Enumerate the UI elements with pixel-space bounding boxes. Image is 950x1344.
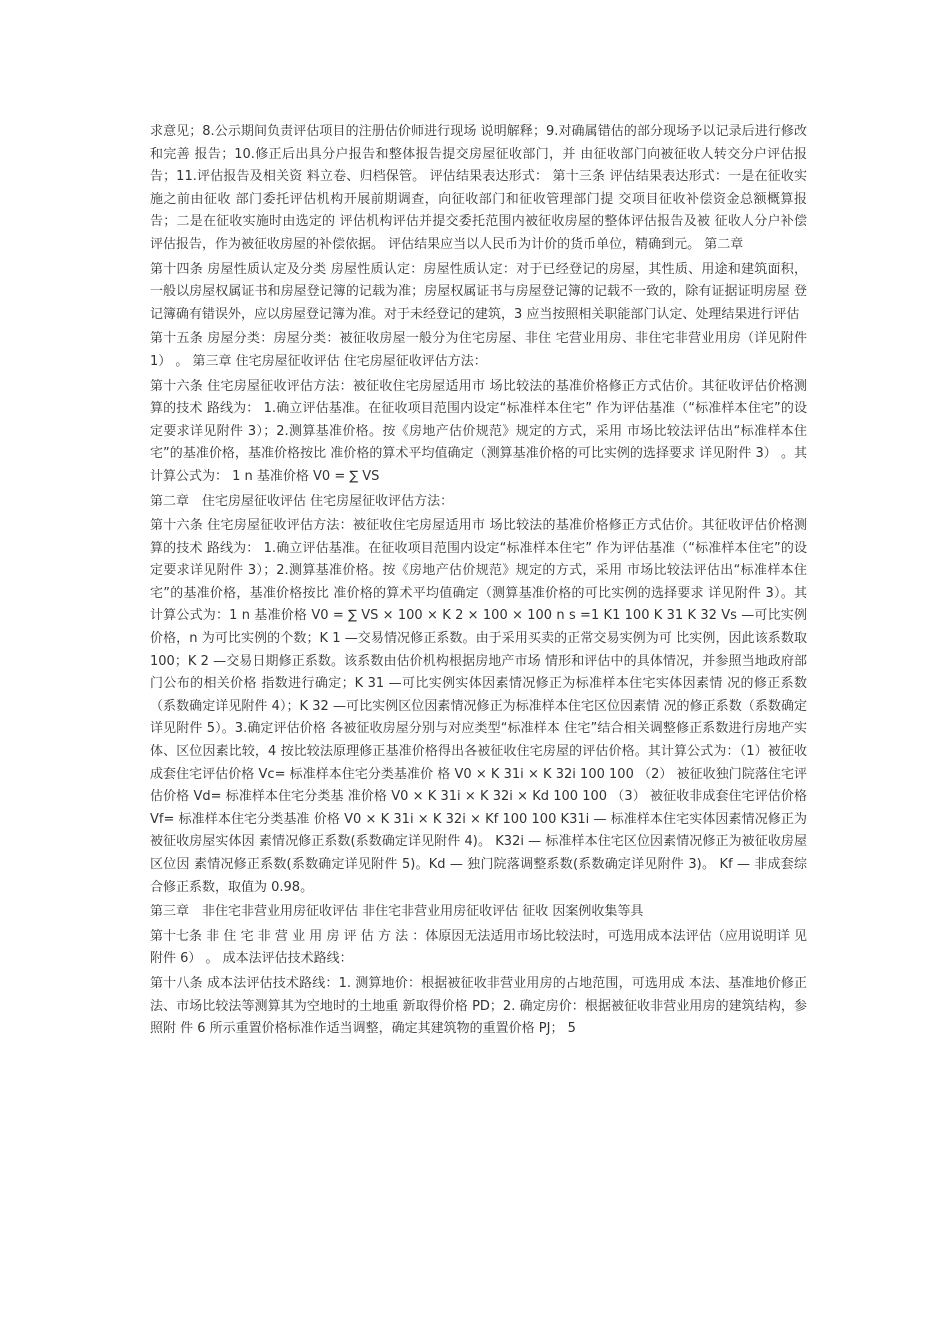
paragraph-article-16-second: 第十六条 住宅房屋征收评估方法：被征收住宅房屋适用市 场比较法的基准价格修正方式估价。其征收评估价格测算的技术 路线为： 1.确立评估基准。在征收项目范围内设定“标准样本住宅” 作为评估基准（“标准样本住宅”的设定要求详见附件 3）；2.测算基准价格。按《房地产估价规范》规定的方式，采用 市场比较法评估出“标准样本住宅”的基准价格，基准价格按比 准价格的算术平均值确定（测算基准价格的可比实例的选择要求 详见附件 3）。其计算公式为：1 n 基准价格 V0 = ∑ VS × 100 × K 2 × 100 × 100 n s =1 K1 100 K 31 K 32 Vs —可比实例价格，n 为可比实例的个数；K 1 —交易情况修正系数。由于采用买卖的正常交易实例为可 比实例，因此该系数取 100；K 2 —交易日期修正系数。该系数由估价机构根据房地产市场 情形和评估中的具体情况，并参照当地政府部门公布的相关价格 指数进行确定；K 31 —可比实例实体因素情况修正为标准样本住宅实体因素情 况的修正系数（系数确定详见附件 4）；K 32 —可比实例区位因素情况修正为标准样本住宅区位因素情 况的修正系数（系数确定详见附件 5）。3.确定评估价格 各被征收房屋分别与对应类型“标准样本 住宅”结合相关调整修正系数进行房地产实体、区位因素比较，4 按比较法原理修正基准价格得出各被征收住宅房屋的评估价格。其计算公式为：（1）被征收成套住宅评估价格 Vc= 标准样本住宅分类基准价 格 V0 × K 31i × K 32i 100 100 （2） 被征收独门院落住宅评估价格 Vd= 标准样本住宅分类基 准价格 V0 × K 31i × K 32i × Kd 100 100 （3） 被征收非成套住宅评估价格 Vf= 标准样本住宅分类基准 价格 V0 × K 31i × K 32i × Kf 100 100 K31i — 标准样本住宅实体因素情况修正为被征收房屋实体因 素情况修正系数(系数确定详见附件 4)。 K32i — 标准样本住宅区位因素情况修正为被征收房屋区位因 素情况修正系数(系数确定详见附件 5)。Kd — 独门院落调整系数(系数确定详见附件 3)。 Kf — 非成套综合修正系数，取值为 0.98。: [150, 518, 807, 895]
paragraph-article-15: 第十五条 房屋分类：房屋分类：被征收房屋一般分为住宅房屋、非住 宅营业用房、非住宅非营业用房（详见附件 1） 。 第三章 住宅房屋征收评估 住宅房屋征收评估方法：: [150, 331, 807, 369]
heading-chapter-2: 第二章 住宅房屋征收评估 住宅房屋征收评估方法：: [150, 493, 454, 509]
heading-chapter-3: 第三章 非住宅非营业用房征收评估 非住宅非营业用房征收评估 征收 因案例收集等具: [150, 904, 644, 920]
paragraph-article-17: 第十七条 非 住 宅 非 营 业 用 房 评 估 方 法 ：体原因无法适用市场比较法时，可选用成本法评估（应用说明详 见附件 6） 。 成本法评估技术路线：: [150, 928, 807, 967]
paragraph-article-14: 第十四条 房屋性质认定及分类 房屋性质认定：房屋性质认定：对于已经登记的房屋，其性质、用途和建筑面积，一般以房屋权属证书和房屋登记簿的记载为准；房屋权属证书与房屋登记簿的记载不一致的，除有证据证明房屋 登记簿确有错误外，应以房屋登记簿为准。对于未经登记的建筑，3 应当按照相关职能部门认定、处理结果进行评估: [150, 261, 807, 322]
paragraph-article-18: 第十八条 成本法评估技术路线：1. 测算地价：根据被征收非营业用房的占地范围，可选用成 本法、基准地价修正法、市场比较法等测算其为空地时的土地重 新取得价格 PD；2. 确定房价：根据被征收非营业用房的建筑结构，参照附 件 6 所示重置价格标准作适当调整，确定其建筑物的重置价格 PJ； 5: [150, 975, 807, 1037]
paragraph-evaluation-results: 求意见；8.公示期间负责评估项目的注册估价师进行现场 说明解释；9.对确属错估的部分现场予以记录后进行修改和完善 报告；10.修正后出具分户报告和整体报告提交房屋征收部门，并 由征收部门向被征收人转交分户评估报告；11.评估报告及相关资 料立卷、归档保管。 评估结果表达形式： 第十三条 评估结果表达形式：一是在征收实施之前由征收 部门委托评估机构开展前期调查，向征收部门和征收管理部门提 交项目征收补偿资金总额概算报告；二是在征收实施时由选定的 评估机构评估并提交委托范围内被征收房屋的整体评估报告及被 征收人分户补偿评估报告，作为被征收房屋的补偿依据。 评估结果应当以人民币为计价的货币单位，精确到元。 第二章: [150, 124, 807, 252]
document-page: [150, 121, 807, 1041]
paragraph-article-16-first: 第十六条 住宅房屋征收评估方法：被征收住宅房屋适用市 场比较法的基准价格修正方式估价。其征收评估价格测算的技术 路线为： 1.确立评估基准。在征收项目范围内设定“标准样本住宅” 作为评估基准（“标准样本住宅”的设定要求详见附件 3）；2.测算基准价格。按《房地产估价规范》规定的方式，采用 市场比较法评估出“标准样本住宅”的基准价格，基准价格按比 准价格的算术平均值确定（测算基准价格的可比实例的选择要求 详见附件 3） 。其计算公式为： 1 n 基准价格 V0 = ∑ VS: [150, 378, 807, 484]
